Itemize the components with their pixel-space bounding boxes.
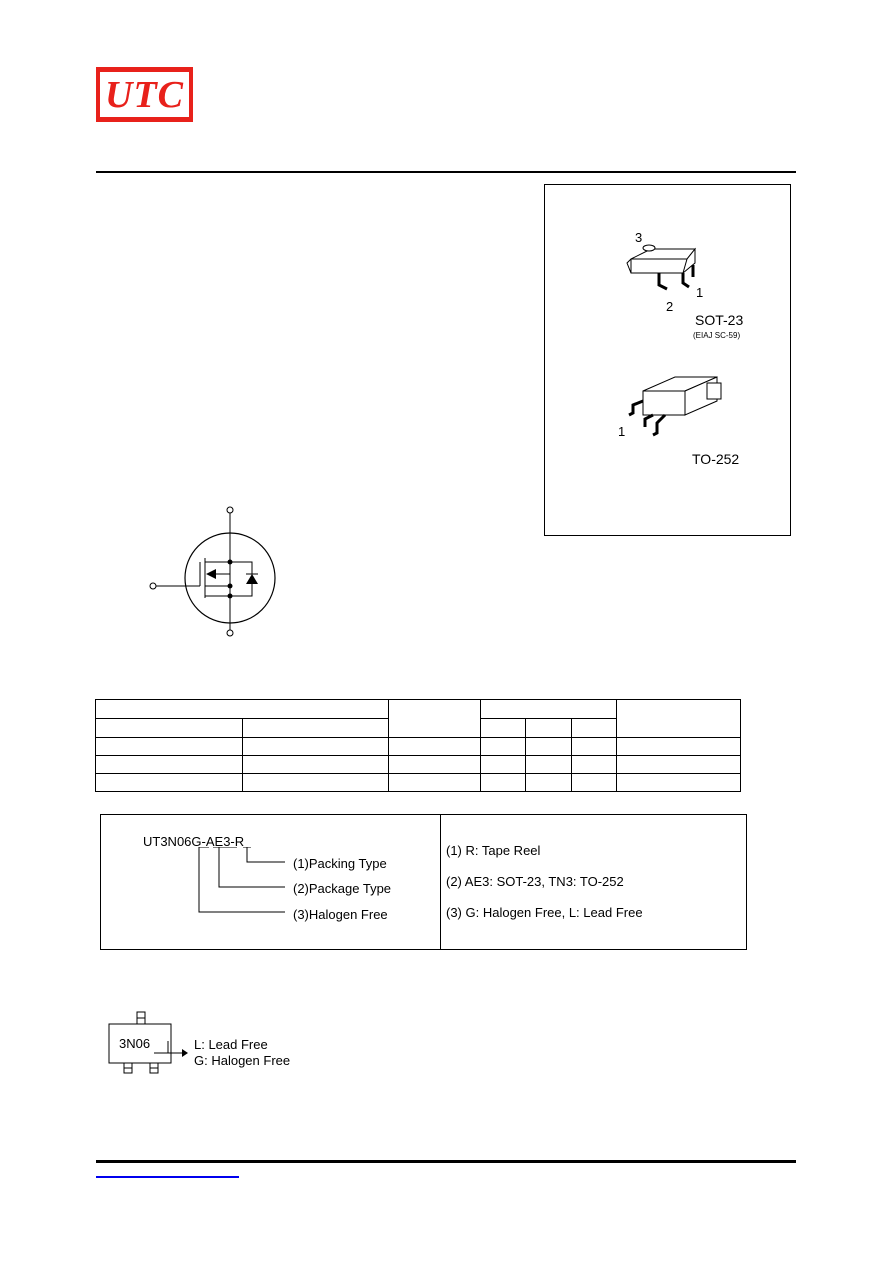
mosfet-symbol-icon: [140, 500, 290, 640]
to252-pin-1: 1: [618, 424, 626, 439]
ordering-table: [95, 699, 741, 792]
note-package: (2) AE3: SOT-23, TN3: TO-252: [446, 874, 624, 889]
note-packing: (1) R: Tape Reel: [446, 843, 541, 858]
to252-package-icon: [625, 373, 725, 445]
sot23-pin-1: 1: [696, 285, 704, 300]
divider: [440, 815, 441, 949]
legend-package-type: (2)Package Type: [293, 881, 392, 896]
utc-logo: [96, 67, 193, 122]
table-row: [96, 774, 741, 792]
table-cell: [389, 700, 481, 738]
marking-code: 3N06: [119, 1036, 151, 1051]
package-box: [544, 184, 791, 536]
logo-text: UTC: [105, 73, 184, 116]
table-row: [96, 756, 741, 774]
sot23-sublabel: (EIAJ SC-59): [693, 331, 741, 340]
footer-link[interactable]: [96, 1176, 239, 1178]
table-cell: [481, 700, 617, 719]
sot23-pin-2: 2: [666, 299, 674, 314]
footer-rule: [96, 1160, 796, 1163]
note-halogen: (3) G: Halogen Free, L: Lead Free: [446, 905, 643, 920]
table-cell: [243, 719, 389, 738]
table-cell: [96, 700, 389, 719]
table-cell: [617, 700, 741, 738]
ordering-info-box: [100, 814, 747, 950]
marking-note-lead-free: L: Lead Free: [194, 1037, 268, 1052]
sot23-pin-3: 3: [635, 230, 643, 245]
table-row: [96, 738, 741, 756]
table-cell: [526, 719, 572, 738]
to252-label: TO-252: [692, 451, 740, 467]
table-cell: [481, 719, 526, 738]
table-cell: [96, 719, 243, 738]
table-cell: [572, 719, 617, 738]
header-rule: [96, 171, 796, 173]
sot23-label: SOT-23: [695, 312, 744, 328]
marking-note-halogen-free: G: Halogen Free: [194, 1053, 291, 1068]
legend-halogen-free: (3)Halogen Free: [293, 907, 388, 922]
part-number: UT3N06G-AE3-R: [143, 834, 245, 849]
part-number-brackets: [191, 847, 301, 917]
legend-packing-type: (1)Packing Type: [293, 856, 387, 871]
